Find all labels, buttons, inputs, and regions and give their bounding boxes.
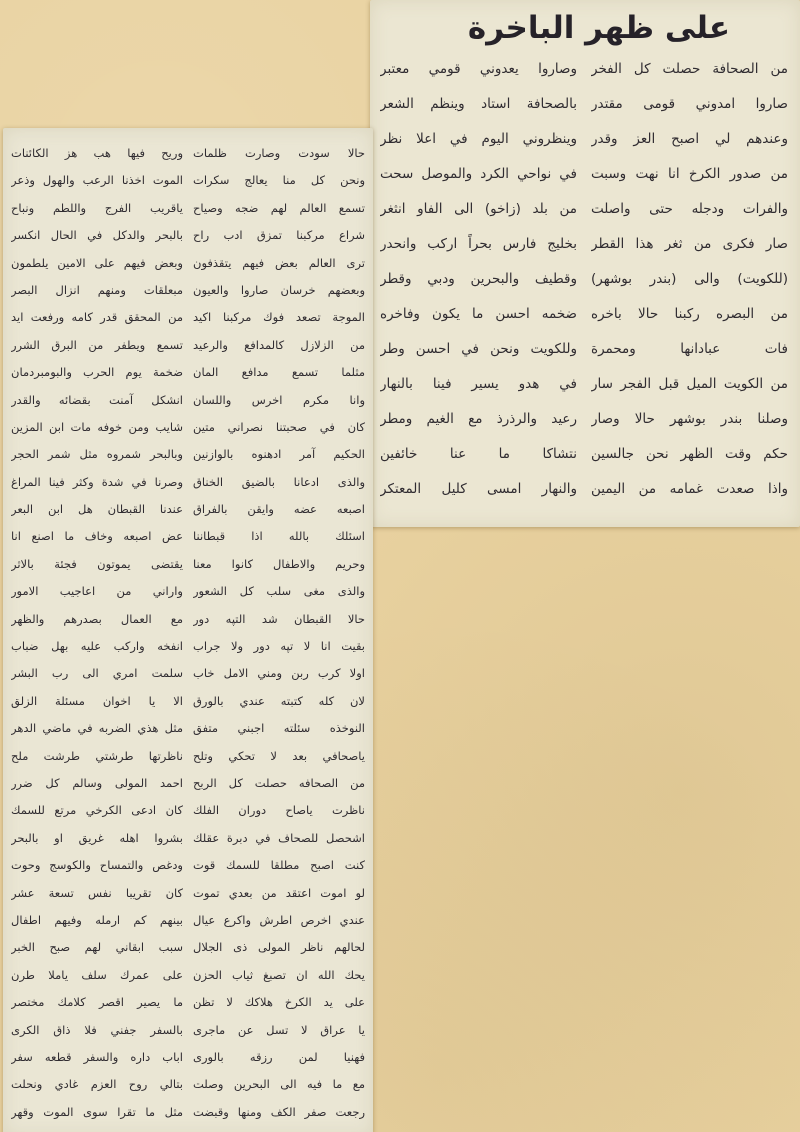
verse-line: من بلد (زاخو) الى الفاو انثغر <box>380 201 577 217</box>
verse-line: شايب ومن خوفه مات ابن المزين <box>11 419 183 434</box>
verse-line: وقطيف والبحرين ودبي وقطر <box>380 271 577 287</box>
body-clipping <box>3 128 373 1132</box>
verse-line: كان ادعى الكرخي مرتع للسمك <box>11 803 183 818</box>
verse-line: يحك الله ان تصبغ ثياب الحزن <box>193 967 365 982</box>
verse-column-second-hemistich <box>380 52 577 507</box>
verse-line: والفرات ودجله حتى واصلت <box>591 201 788 217</box>
verse-line: ودغص والتمساح والكوسج وحوت <box>11 858 183 873</box>
verse-line: اولا كرب ربن ومني الامل خاب <box>193 666 365 681</box>
verse-line: لحالهم ناظر المولى ذى الجلال <box>193 940 365 955</box>
verse-line: مبعلقات ومنهم انزال البصر <box>11 282 183 297</box>
verse-line: تسمع العالم لهم ضجه وصياح <box>193 200 365 215</box>
verse-line: ناظرت ياصاح دوران الفلك <box>193 803 365 818</box>
verse-line: (للكويت) والى (بندر بوشهر) <box>591 271 788 287</box>
verse-column-second-hemistich <box>11 140 183 1126</box>
verse-line: شراع مركبنا تمزق ادب راح <box>193 228 365 243</box>
verse-line: الموجة تصعد فوك مركبنا اكيد <box>193 310 365 325</box>
verse-line: وعندهم لي اصبح العز وقدر <box>591 131 788 147</box>
verse-line: من الصحافه حصلت كل الربح <box>193 775 365 790</box>
verse-line: وبعضهم خرسان صاروا والعيون <box>193 282 365 297</box>
title-clipping <box>370 0 800 527</box>
verse-line: كان في صحبتنا نصراني متين <box>193 419 365 434</box>
verse-line: عندي اخرص اطرش واكرع عيال <box>193 912 365 927</box>
verse-line: اصبعه عضه وايقن بالفراق <box>193 502 365 517</box>
verse-line: حالا سودت وصارت ظلمات <box>193 146 365 160</box>
verse-line: بالسفر جفني فلا ذاق الكرى <box>11 1022 183 1037</box>
verse-line: بخليج فارس بحراً اركب وانحدر <box>380 236 577 252</box>
verse-line: ونحن كل منا يعالج سكرات <box>193 173 365 188</box>
page-title: على ظهر الباخرة <box>467 10 731 46</box>
verse-line: ضخمه احسن ما يكون وفاخره <box>380 306 577 322</box>
verse-line: بينهم كم ارمله وفيهم اطفال <box>11 912 183 927</box>
verse-line: وبالبحر شمروه مثل شمر الحجر <box>11 447 183 462</box>
verse-line: اشحصل للصحاف في دبرة عقلك <box>193 830 365 845</box>
verse-line: سبب ابقاني لهم صبح الخبر <box>11 940 183 955</box>
verse-line: انشكل آمنت بقضائه والقدر <box>11 392 183 407</box>
verse-line: رعيد والرذرذ مع الغيم ومطر <box>380 411 577 427</box>
verse-column-first-hemistich <box>591 52 788 507</box>
verse-line: ترى العالم بعض فيهم يتقذفون <box>193 255 365 270</box>
verse-line: والذى مغى سلب كل الشعور <box>193 584 365 599</box>
verse-line: مع ما فيه الى البحرين وصلت <box>193 1077 365 1092</box>
verse-line: وينظروني اليوم في اعلا نظر <box>380 131 577 147</box>
verse-line: في هدو يسير فينا بالنهار <box>380 376 577 392</box>
verse-line: واذا صعدت غمامه من اليمين <box>591 481 788 497</box>
verse-line: مع العمال بصدرهم والظهر <box>11 611 183 626</box>
verse-line: فهنيا لمن رزقه بالورى <box>193 1049 365 1064</box>
verse-line: الموت اخذنا الرعب والهول وذعر <box>11 173 183 188</box>
verse-line: من الزلازل كالمدافع والرعيد <box>193 337 365 352</box>
body-clipping-columns <box>11 140 365 1126</box>
verse-line: تسمع ويطفر من البرق الشرر <box>11 337 183 352</box>
verse-line: عندنا القبطان هل ابن البعر <box>11 502 183 517</box>
verse-line: فات عبادانها ومحمرة <box>591 341 788 357</box>
verse-line: وبعض فيهم على الامين يلطمون <box>11 255 183 270</box>
verse-line: رجعت صفر الكف ومنها وقبضت <box>193 1104 365 1119</box>
verse-line: نتشاكا ما عنا خائفين <box>380 446 577 462</box>
verse-line: من الصحافة حصلت كل الفخر <box>591 61 788 77</box>
verse-line: وصلنا بندر بوشهر حالا وصار <box>591 411 788 427</box>
verse-line: من المحقق قدر كامه ورفعت ايد <box>11 310 183 325</box>
verse-line: لو اموت اعتقد من بعدي تموت <box>193 885 365 900</box>
verse-line: وصاروا يعدوني قومي معتبر <box>380 61 577 77</box>
verse-line: ما يصير اقصر كلامك مختصر <box>11 995 183 1010</box>
verse-line: وانا مكرم اخرس واللسان <box>193 392 365 407</box>
verse-line: حالا القبطان شد التپه دور <box>193 611 365 626</box>
title-clipping-columns <box>380 52 788 507</box>
verse-line: بشروا اهله غريق او بالبحر <box>11 830 183 845</box>
verse-line: وريح فيها هب هز الكائنات <box>11 146 183 160</box>
verse-line: مثل ما تقرا سوى الموت وقهر <box>11 1104 183 1119</box>
verse-line: بالبحر والدكل في الحال انكسر <box>11 228 183 243</box>
verse-line: اباب داره والسفر قطعه سفر <box>11 1049 183 1064</box>
verse-line: والنهار امسى كليل المعتكر <box>380 481 577 497</box>
verse-line: احمد المولى وسالم كل ضرر <box>11 775 183 790</box>
verse-line: على يد الكرخ هلاكك لا تظن <box>193 995 365 1010</box>
verse-line: وصرنا في شدة وكثر فينا المراغ <box>11 474 183 489</box>
verse-line: في نواحي الكرد والموصل سحت <box>380 166 577 182</box>
verse-line: صاروا امدوني قومى مقتدر <box>591 96 788 112</box>
verse-line: انفخه واركب عليه بهل ضباب <box>11 639 183 654</box>
verse-line: عض اصبعه وخاف ما اصنع انا <box>11 529 183 544</box>
verse-line: كان تقريبا نفس تسعة عشر <box>11 885 183 900</box>
verse-line: كنت اصبح مطلقا للسمك قوت <box>193 858 365 873</box>
verse-line: ضخمة يوم الحرب والبومبردمان <box>11 365 183 380</box>
verse-line: مثل هذي الضربه في ماضي الدهر <box>11 721 183 736</box>
verse-line: سلمت امري الى رب البشر <box>11 666 183 681</box>
verse-line: من الكويت الميل قبل الفجر سار <box>591 376 788 392</box>
verse-line: صار فكرى من ثغر هذا القطر <box>591 236 788 252</box>
verse-line: على عمرك سلف ياملا طرن <box>11 967 183 982</box>
verse-line: وحريم والاطفال كانوا معنا <box>193 556 365 571</box>
verse-line: ياقريب الفرج واللطم ونباح <box>11 200 183 215</box>
verse-column-first-hemistich <box>193 140 365 1126</box>
verse-line: وللكويت ونحن في احسن وطر <box>380 341 577 357</box>
verse-line: مثلما تسمع مدافع المان <box>193 365 365 380</box>
verse-line: بالصحافة استاد وينظم الشعر <box>380 96 577 112</box>
verse-line: ناظرتها طرشتي طرشت ملح <box>11 748 183 763</box>
verse-line: بقيت انا لا تپه دور ولا جراب <box>193 639 365 654</box>
verse-line: الا يا اخوان مسئلة الزلق <box>11 693 183 708</box>
verse-line: يا عراق لا تسل عن ماجرى <box>193 1022 365 1037</box>
verse-line: ياصحافي بعد لا تحكي وتلح <box>193 748 365 763</box>
verse-line: من صدور الكرخ انا نهت وسبت <box>591 166 788 182</box>
verse-line: حكم وقت الظهر نحن جالسين <box>591 446 788 462</box>
verse-line: النوخذه سئلته اجبني متفق <box>193 721 365 736</box>
verse-line: الحكيم آمر ادهنوه بالوازنين <box>193 447 365 462</box>
verse-line: والذى ادعانا بالضيق الخناق <box>193 474 365 489</box>
verse-line: لان كله كتبته عندي بالورق <box>193 693 365 708</box>
verse-line: بتالي روح العزم غادي ونحلت <box>11 1077 183 1092</box>
verse-line: من البصره ركبنا حالا باخره <box>591 306 788 322</box>
verse-line: اسئلك بالله اذا قبطاننا <box>193 529 365 544</box>
verse-line: يقتضى يموتون فجئة بالاثر <box>11 556 183 571</box>
verse-line: واراني من اعاجيب الامور <box>11 584 183 599</box>
